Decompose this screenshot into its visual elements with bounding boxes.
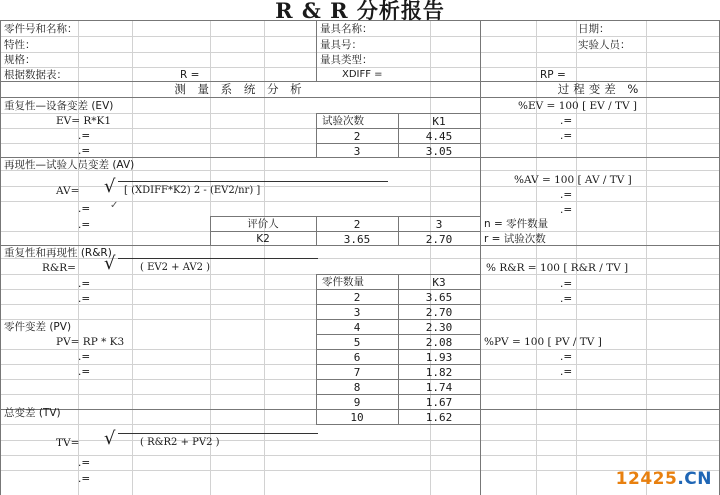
rr-heading: 重复性和再现性 (R&R) [4,247,112,259]
k3-parts-10: 10 [350,411,364,424]
k3-header: K3 [432,276,446,289]
av-appraiser-3: 3 [435,218,443,231]
operator-label: 实验人员： [578,39,631,51]
k3-parts-7: 7 [353,366,361,379]
pv-eq-2: .= [78,366,91,378]
feature-label: 特性： [4,39,36,51]
watermark-digits: 12425 [615,469,678,489]
ev-eq-2: .= [78,145,91,157]
k3-value-8: 1.74 [425,381,453,394]
tv-formula-body: ( R&R2 + PV2 ) [140,437,220,448]
k3-value-3: 2.70 [425,306,453,319]
k3-parts-9: 9 [353,396,361,409]
xdiff-label: XDIFF = [342,69,383,80]
k3-value-6: 1.93 [425,351,453,364]
rr-sqrt-bar [118,258,318,259]
k3-value-4: 2.30 [425,321,453,334]
ev-percent-eq-1: .= [560,115,573,127]
tv-sqrt-bar [118,433,318,434]
gauge-number-label: 量具号： [320,39,362,51]
k3-value-9: 1.67 [425,396,453,409]
pv-heading: 零件变差 (PV) [4,321,72,333]
ev-k1-header: K1 [432,115,446,128]
gauge-name-label: 量具名称： [320,23,373,35]
rr-percent-formula: % R&R = 100 [ R&R / TV ] [486,262,629,274]
ev-percent-formula: %EV = 100 [ EV / TV ] [518,100,637,112]
av-appraiser-2: 2 [353,218,361,231]
ev-trials-3: 3 [353,145,361,158]
av-k2-value-2: 3.65 [343,233,371,246]
k3-value-7: 1.82 [425,366,453,379]
ev-trials-header: 试验次数 [322,115,364,127]
r-note: r = 试验次数 [484,233,546,245]
k3-value-2: 3.65 [425,291,453,304]
k3-parts-4: 4 [353,321,361,334]
watermark-suffix: .CN [677,469,712,489]
tv-eq-1: .= [78,457,91,469]
rr-sqrt-icon: √ [104,253,116,274]
ev-percent-eq-2: .= [560,130,573,142]
ev-heading: 重复性—设备变差 (EV) [4,100,114,112]
tv-eq-2: .= [78,473,91,485]
av-heading: 再现性—试验人员变差 (AV) [4,159,135,171]
rr-eq-1: .= [78,278,91,290]
pv-eq-1: .= [78,351,91,363]
ev-k1-3: 3.05 [425,145,453,158]
av-k2-label: K2 [256,233,270,245]
k3-parts-5: 5 [353,336,361,349]
date-label: 日期： [578,23,610,35]
av-formula-label: AV= [56,185,80,197]
n-note: n = 零件数量 [484,218,549,230]
spec-label: 规格： [4,54,36,66]
measurement-system-title: 测 量 系 统 分 析 [174,82,306,96]
part-name-label: 零件号和名称： [4,23,78,35]
av-formula-body: [ (XDIFF*K2) 2 - (EV2/nr) ] [124,185,261,196]
av-percent-eq-2: .= [560,204,573,216]
k3-parts-header: 零件数量 [322,276,364,288]
rr-percent-eq-1: .= [560,278,573,290]
av-percent-formula: %AV = 100 [ AV / TV ] [514,174,632,186]
site-watermark [616,469,712,489]
rp-label: RP = [540,69,566,81]
tv-sqrt-icon: √ [104,428,116,449]
ev-k1-2: 4.45 [425,130,453,143]
av-eq-2: .= [78,219,91,231]
k3-parts-3: 3 [353,306,361,319]
k3-value-10: 1.62 [425,411,453,424]
data-table-label: 根据数据表： [4,69,67,81]
ev-formula: EV= R*K1 [56,115,112,127]
rr-formula-label: R&R= [42,262,76,274]
pv-formula: PV= RP * K3 [56,336,125,348]
process-variation-title: 过程变差 % [557,82,643,96]
pv-percent-eq-1: .= [560,351,573,363]
av-appraiser-header: 评价人 [247,218,279,230]
tv-formula-label: TV= [56,437,80,449]
rr-eq-2: .= [78,293,91,305]
av-sqrt-bar [118,181,388,182]
rr-percent-eq-2: .= [560,293,573,305]
r-label: R = [180,69,200,81]
pv-percent-eq-2: .= [560,366,573,378]
gauge-type-label: 量具类型： [320,54,373,66]
rr-formula-body: ( EV2 + AV2 ) [140,262,211,273]
ev-eq-1: .= [78,130,91,142]
av-check-mark: ✓ [110,200,119,211]
av-k2-value-3: 2.70 [425,233,453,246]
ev-trials-2: 2 [353,130,361,143]
av-sqrt-icon: √ [104,176,116,197]
report-title: R & R 分析报告 [275,0,445,23]
av-percent-eq-1: .= [560,189,573,201]
tv-heading: 总变差 (TV) [4,407,61,419]
k3-value-5: 2.08 [425,336,453,349]
av-eq-1: .= [78,203,91,215]
k3-parts-8: 8 [353,381,361,394]
k3-parts-2: 2 [353,291,361,304]
pv-percent-formula: %PV = 100 [ PV / TV ] [484,336,602,348]
k3-parts-6: 6 [353,351,361,364]
